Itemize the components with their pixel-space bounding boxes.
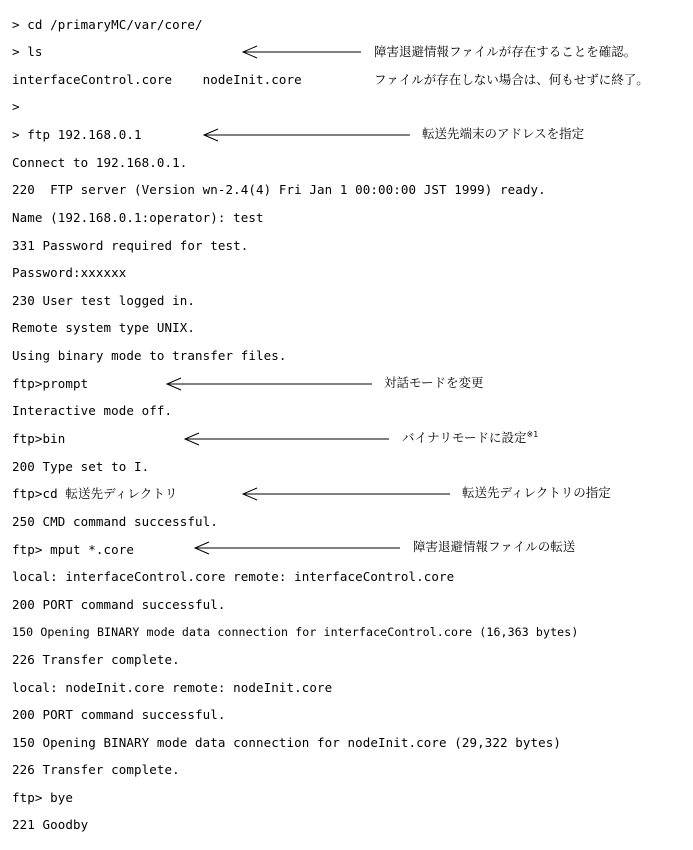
terminal-line: ftp>cd 転送先ディレクトリ: [12, 486, 178, 501]
annotation-if-not-exist: ファイルが存在しない場合は、何もせずに終了。: [374, 72, 649, 87]
annotation-binary-mode-text: バイナリモードに設定: [402, 430, 527, 445]
terminal-line: ftp>prompt: [12, 376, 89, 391]
left-arrow-icon: [241, 487, 450, 501]
terminal-line: > cd /primaryMC/var/core/: [12, 17, 203, 32]
terminal-line: >: [12, 99, 20, 114]
terminal-line: Password:xxxxxx: [12, 265, 127, 280]
footnote-mark: ※1: [526, 430, 539, 439]
terminal-line: > ls: [12, 44, 43, 59]
terminal-line: 150 Opening BINARY mode data connection for nodeInit.core (29,322 bytes): [12, 735, 562, 750]
terminal-line: ftp>bin: [12, 431, 66, 446]
annotation-specify-directory: 転送先ディレクトリの指定: [462, 485, 611, 500]
annotation-binary-mode: [402, 428, 538, 448]
terminal-line: 200 Type set to I.: [12, 459, 150, 474]
terminal-line: 331 Password required for test.: [12, 238, 249, 253]
terminal-line: local: interfaceControl.core remote: interfaceControl.core: [12, 569, 455, 584]
terminal-line: ftp> mput *.core: [12, 542, 135, 557]
annotation-specify-address: 転送先端末のアドレスを指定: [422, 126, 585, 141]
annotation-transfer-files: 障害退避情報ファイルの転送: [413, 539, 576, 554]
terminal-line: 230 User test logged in.: [12, 293, 196, 308]
terminal-line: 150 Opening BINARY mode data connection for interfaceControl.core (16,363 bytes): [12, 625, 579, 639]
left-arrow-icon: [165, 377, 372, 391]
left-arrow-icon: [241, 45, 361, 59]
annotation-confirm-files: 障害退避情報ファイルが存在することを確認。: [374, 44, 637, 59]
terminal-line: Connect to 192.168.0.1.: [12, 155, 188, 170]
terminal-line: Interactive mode off.: [12, 403, 173, 418]
terminal-line: 200 PORT command successful.: [12, 597, 226, 612]
terminal-line: 221 Goodby: [12, 817, 89, 832]
left-arrow-icon: [202, 128, 410, 142]
left-arrow-icon: [193, 541, 400, 555]
terminal-line: ftp> bye: [12, 790, 74, 805]
terminal-line: Using binary mode to transfer files.: [12, 348, 287, 363]
left-arrow-icon: [183, 432, 389, 446]
terminal-line: 226 Transfer complete.: [12, 652, 180, 667]
terminal-line: interfaceControl.core nodeInit.core: [12, 72, 302, 87]
annotation-interactive-change: 対話モードを変更: [384, 375, 484, 390]
terminal-line: Name (192.168.0.1:operator): test: [12, 210, 264, 225]
terminal-line: 250 CMD command successful.: [12, 514, 218, 529]
terminal-line: Remote system type UNIX.: [12, 320, 196, 335]
terminal-line: 200 PORT command successful.: [12, 707, 226, 722]
terminal-line: > ftp 192.168.0.1: [12, 127, 142, 142]
terminal-line: 226 Transfer complete.: [12, 762, 180, 777]
terminal-line: 220 FTP server (Version wn-2.4(4) Fri Jan 1 00:00:00 JST 1999) ready.: [12, 182, 546, 197]
terminal-line: local: nodeInit.core remote: nodeInit.core: [12, 680, 333, 695]
